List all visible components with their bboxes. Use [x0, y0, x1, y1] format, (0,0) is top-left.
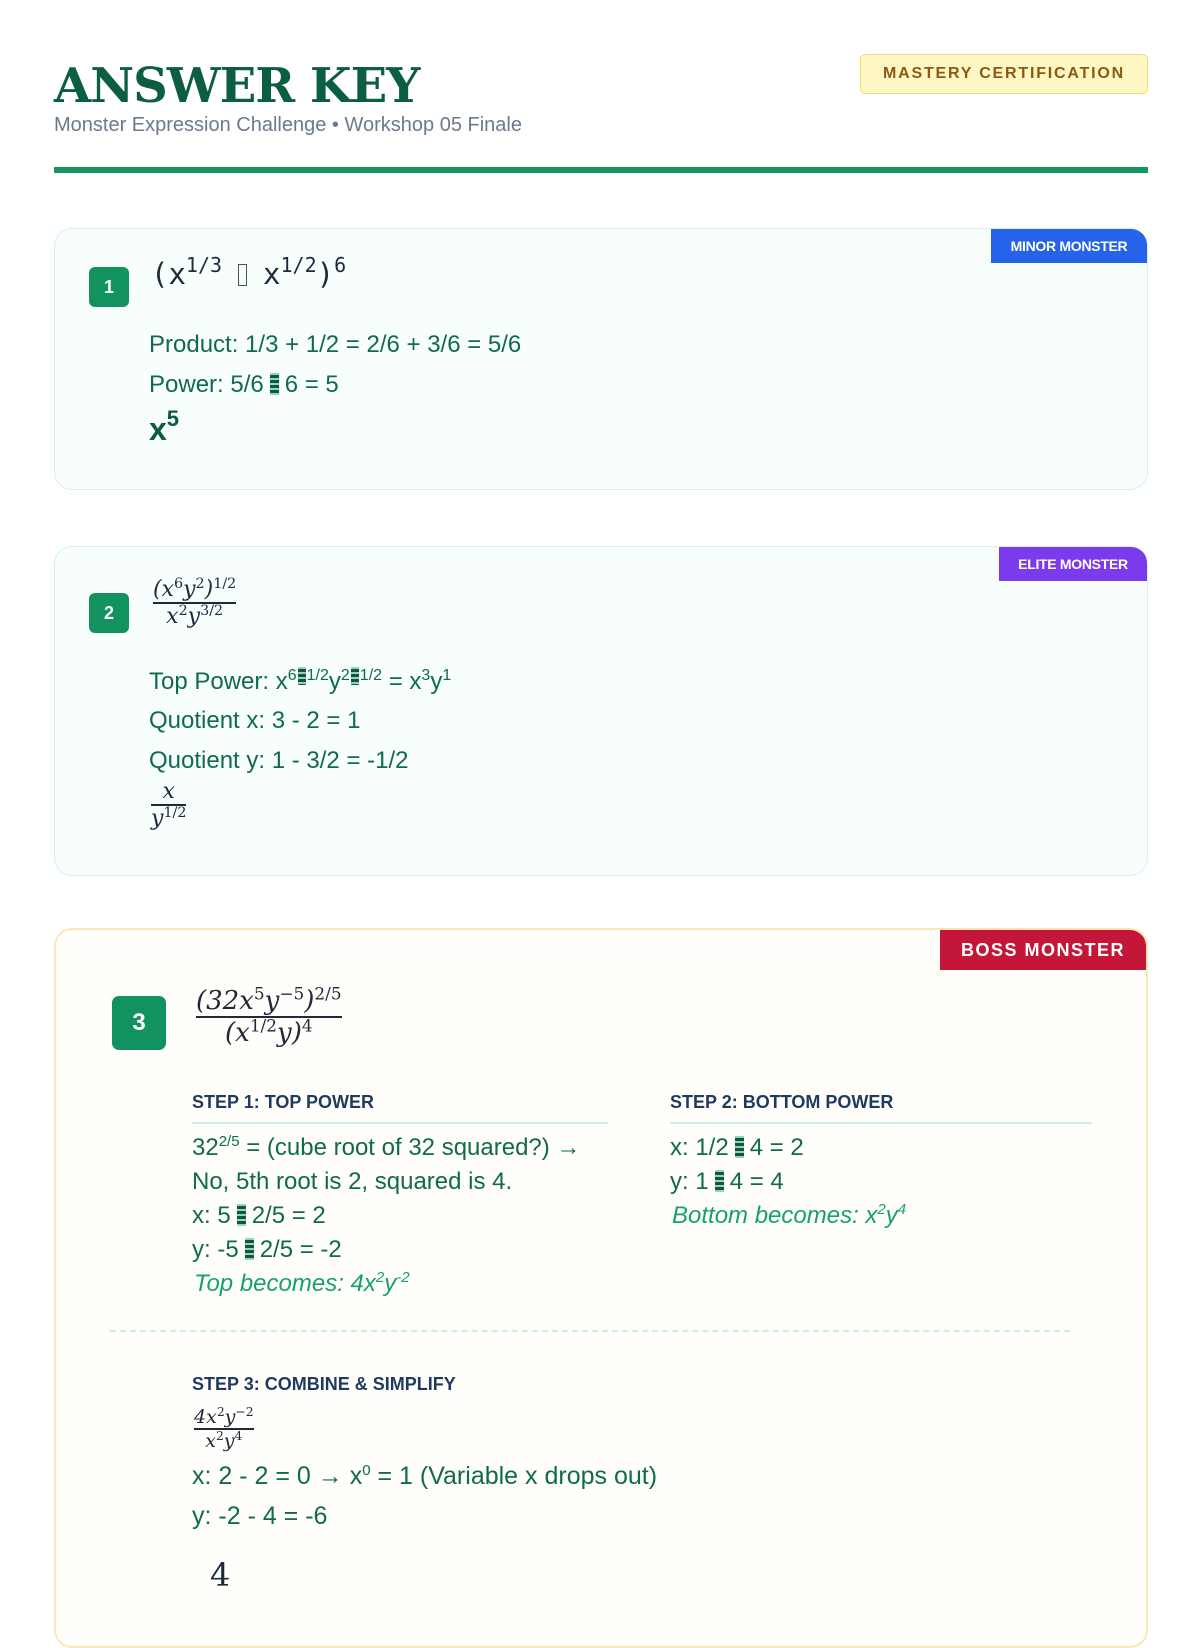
section-divider — [110, 1330, 1070, 1332]
multiply-glyph-icon — [715, 1170, 724, 1192]
page-subtitle: Monster Expression Challenge • Workshop 05 Finale — [54, 114, 522, 136]
solution-line: Quotient x: 3 - 2 = 1 — [149, 707, 361, 734]
step-line: y: -2 - 4 = -6 — [192, 1502, 328, 1530]
problem-number: 1 — [89, 267, 129, 307]
difficulty-tag-boss: BOSS MONSTER — [940, 930, 1146, 970]
step-1-heading: STEP 1: TOP POWER — [192, 1092, 375, 1112]
step-line: No, 5th root is 2, squared is 4. — [192, 1168, 513, 1195]
mastery-certification-badge: MASTERY CERTIFICATION — [860, 54, 1148, 94]
multiply-glyph-icon — [270, 373, 279, 395]
step-line: y: 1 4 = 4 — [670, 1168, 784, 1195]
step-result-note: Bottom becomes: $x^2y^4$ — [672, 1201, 907, 1229]
final-answer: $x^5$ — [149, 406, 180, 447]
multiply-glyph-icon — [735, 1136, 744, 1158]
solution-line: Power: 5/6 6 = 5 — [149, 371, 339, 398]
solution-line: Product: 1/3 + 1/2 = 2/6 + 3/6 = 5/6 — [149, 331, 522, 358]
multiply-glyph-icon — [237, 1204, 246, 1226]
problem-expression: $(x^6y^2)^{1/2}$ $x^2y^{3/2}$ — [153, 576, 237, 629]
step-line: x: $2 - 2 = 0 \to x^0 = 1$ (Variable x drops out) — [192, 1462, 658, 1490]
final-answer: 4 — [210, 1556, 231, 1594]
problem-card-1 — [54, 228, 1148, 490]
combined-fraction: $4x^2y^{-2}$ $x^2y^4$ — [194, 1405, 254, 1452]
operator-glyph-icon — [238, 264, 247, 286]
final-answer: x $y^{1/2}$ — [151, 779, 187, 831]
problem-number: 3 — [112, 996, 166, 1050]
step-line: x: 1/2 4 = 2 — [670, 1134, 804, 1161]
difficulty-tag-elite: ELITE MONSTER — [999, 547, 1147, 581]
step-divider — [192, 1122, 608, 1124]
multiply-glyph-icon — [245, 1238, 254, 1260]
step-line: $32^{2/5}$ = (cube root of 32 squared?) → — [192, 1133, 581, 1161]
difficulty-tag-minor: MINOR MONSTER — [991, 229, 1147, 263]
multiply-glyph-icon — [298, 667, 306, 685]
problem-expression: $(32x^5y^{-5})^{2/5}$ $(x^{1/2}y)^4$ — [196, 983, 342, 1048]
step-2-heading: STEP 2: BOTTOM POWER — [670, 1092, 894, 1112]
solution-line: Quotient y: 1 - 3/2 = -1/2 — [149, 747, 409, 774]
step-result-note: Top becomes: $4x^2y^{-2}$ — [194, 1269, 410, 1297]
problem-number: 2 — [89, 593, 129, 633]
step-line: y: -5 2/5 = -2 — [192, 1236, 342, 1263]
problem-expression: ($x^{1/3}$ $x^{1/2})^6$ — [151, 253, 347, 291]
step-divider — [670, 1122, 1092, 1124]
step-line: x: 5 2/5 = 2 — [192, 1202, 326, 1229]
page-title: ANSWER KEY — [54, 58, 420, 114]
problem-card-3 — [54, 928, 1148, 1648]
solution-line: Top Power: $x^6$ $^{1/2}y^2$ $^{1/2} = x^3y^1$ — [149, 667, 452, 695]
step-3-heading: STEP 3: COMBINE & SIMPLIFY — [192, 1374, 456, 1394]
multiply-glyph-icon — [351, 667, 359, 685]
header-divider — [54, 167, 1148, 173]
problem-card-2 — [54, 546, 1148, 876]
